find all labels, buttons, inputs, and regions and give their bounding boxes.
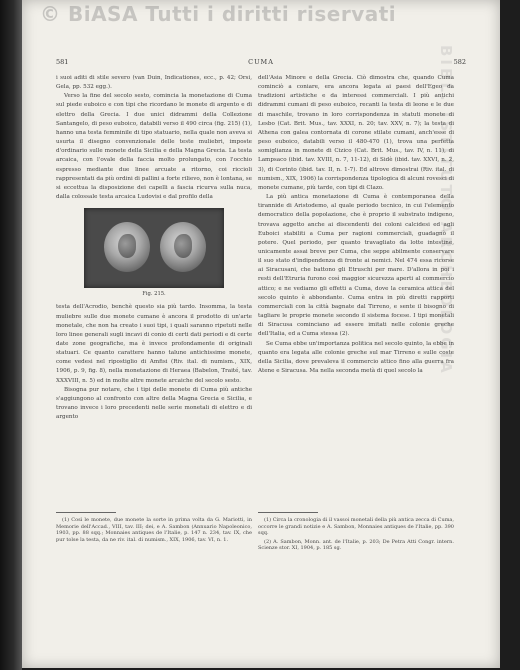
left-page-number: 581	[56, 58, 69, 66]
footnote: (1) Circa la cronologia di il vassoi monetali della più antica zecca di Cuma, occorre le grandi notizie e A. Sambon, Monnaies antiques de l'Italie, pp. 390 sqq.	[258, 517, 454, 537]
paragraph: La più antica monetazione di Cuma è contemporanea della tirannide di Aristodemo, al quale periodo tecnico, in cui l'elemento democratico della popolazione, che è proprio il substrato indigeno, trovava aggetto anche ai discendenti dei coloni calcidesi ed agli Euboici stabiliti a Cuma per ragioni commerciali, guadagnò il potere. Quel periodo, per quanto travagliato da lotte intestine, unicamente assai breve per Cuma, che seppe abilmente conservare il suo stato d'indipendenza di fronte ai nemici. Nel 474 essa ricorse ai Siracusani, che battono gli Etruschi per mare. D'allora in poi i resti dell'Etruria furono così maggior sicurezza aperti al commercio attico; e ne vediamo gli effetti a Cuma, dove la ceramica attica del secolo quinto è abbondante. Cuma entra in più diretti rapporti commerciali con la città bagnate dal Tirreno, e sente il bisogno di tagliare le proprie monete secondo il sistema focese. I tipi monetali di Siracusa cominciano ad essere imitati nelle colonie greche dell'Italia, ed a Cuma stessa (2).	[258, 194, 454, 338]
paragraph: Verso la fine del secolo sesto, comincia la monetazione di Cuma sul piede euboico e con tipi che ricordano le monete di argento e di elettro della Grecia. I due unici didrammi della Collezione Santangelo, di peso euboico, databili verso il 490 circa (fig. 215) (1), hanno una testa femminile di tipo statuario, nella quale non aveva si usurta il disegno convenzionale delle teste muliebri, imposte d'ordinario sulle monete della Sicilia e della Magna Grecia. La testa arcaica, con l'ovale della faccia molto prolungato, con l'occhio espresso mediante due linee arcuate a ritorno, coi riccioli rappresentati da più ordini di pallini a forte rilievo, non è lontana, se si eccettua la disposizione dei capelli a fascia ricurva sulla nuca, dalla colossale testa arcaica Ludovisi e dal profilo della	[56, 93, 252, 201]
footnote: (1) Così le monete, due monete la sorte in prima volta da G. Mariotti, in Memorie dell'Accad., VIII, tav. III; dei, e A. Sambon (Annuario Napoleonico, 1903, pp. 88 sqq.; Monnaies antiques de l'Italie, p. 147 n. 234, tav. IX, che pur tolse la testa, da ne riv. ital. di numism., XIX, 1906, tav. VI, n. 1.	[56, 517, 252, 543]
figure-caption: Fig. 215.	[142, 291, 166, 298]
right-page-number: 582	[453, 58, 466, 66]
left-text-column	[56, 74, 252, 422]
book-binding-edge	[0, 0, 22, 670]
right-footnotes	[258, 512, 454, 554]
footnote: (2) A. Sambon, Monn. ant. de l'Italie, p. 203; De Petra Atti Congr. intern. Scienze stor. XI, 1904, p. 185 sg.	[258, 538, 454, 552]
scanned-page	[22, 0, 500, 668]
coin-image-reverse	[160, 222, 206, 272]
coin-figure	[84, 208, 224, 288]
library-stamp: BIBL. ISTITUTO ARCHEOLOGIA	[437, 44, 455, 376]
copyright-watermark: © BiASA Tutti i diritti riservati	[40, 2, 397, 26]
paragraph: Se Cuma ebbe un'importanza politica nel secolo quinto, la ebbe in quanto era legata alle colonie greche sul mar Tirreno e sulle coste della Sicilia, dove prevaleva il commercio attico fino alla guerra fra Atene e Siracusa. Ma nella seconda metà di quel secolo la	[258, 340, 454, 374]
paragraph: dell'Asia Minore e della Grecia. Ciò dimostra che, quando Cuma cominciò a coniare, era ancora legata ai paesi dell'Egeo da tradizioni artistiche e da interessi commerciali. I più antichi didrammi cumani di peso euboico, recanti la testa di leone e le due di maschile, trovano in loro corrispondenza in statuti monete di Lesbo (Cat. Brit. Mus., tav. XXXI, n. 20; tav. XXV, n. 7); la testa di Athena con galea contornata di corone stilate cumani, anch'esse di peso euboico, databili verso il 480-470 (1), trova una perfetta somiglianza in monete di Cizico (Cat. Brit. Mus., tav. IV, n. 11), di Lampsaco (ibid. tav. XVIII, n. 7, 11-12), di Sidè (ibid. tav. XXVI, n. 2, 3), di Corinto (ibid. tav. II, n. 1-7). Ed altrove dimostrai (Riv. ital. di numism., XIX, 1906) la corrispondenza tipologica di alcuni rovesci di monete cumane, più tarde, con tipi di Clazo.	[258, 75, 454, 191]
right-text-column	[258, 74, 454, 376]
paragraph: Bisogna pur notare, che i tipi delle monete di Cuma più antiche s'aggiungono al confronto con altre della Magna Grecia e Sicilia, e trovano invece i loro precedenti nelle serie monetali di elettro e di argento	[56, 386, 252, 421]
running-title: CUMA	[248, 58, 274, 66]
coin-image-obverse	[104, 222, 150, 272]
running-head	[56, 58, 466, 70]
paragraph: i suoi aditi di stile severo (van Duin, Indicationes, ecc., p. 42; Orsi, Gela, pp. 532 egg.).	[56, 75, 252, 91]
paragraph: testa dell'Acrodio, benchè questo sia più tardo. Insomma, la testa muliebre sulle due monete cumane è ancora il prodotto di un'arte monetale, che non ha creato i suoi tipi, i quali saranno ripetuti nelle loro linee generali sugli incavi di conio di certi dati periodi e di certe date zone geografiche, ma è invece profondamente di originali statuari. Ce quanto carattere hanno talune antichissime monete, come vedesi nel ripostiglio di Amfisi (Riv. ital. di numism., XIX, 1906, p. 9, fig. 8), nella monetazione di Heraea (Babelon, Traité, tav. XXXVIII, n. 5) ed in molte altre monete arcaiche del secolo sesto.	[56, 304, 252, 384]
left-footnotes	[56, 512, 252, 545]
